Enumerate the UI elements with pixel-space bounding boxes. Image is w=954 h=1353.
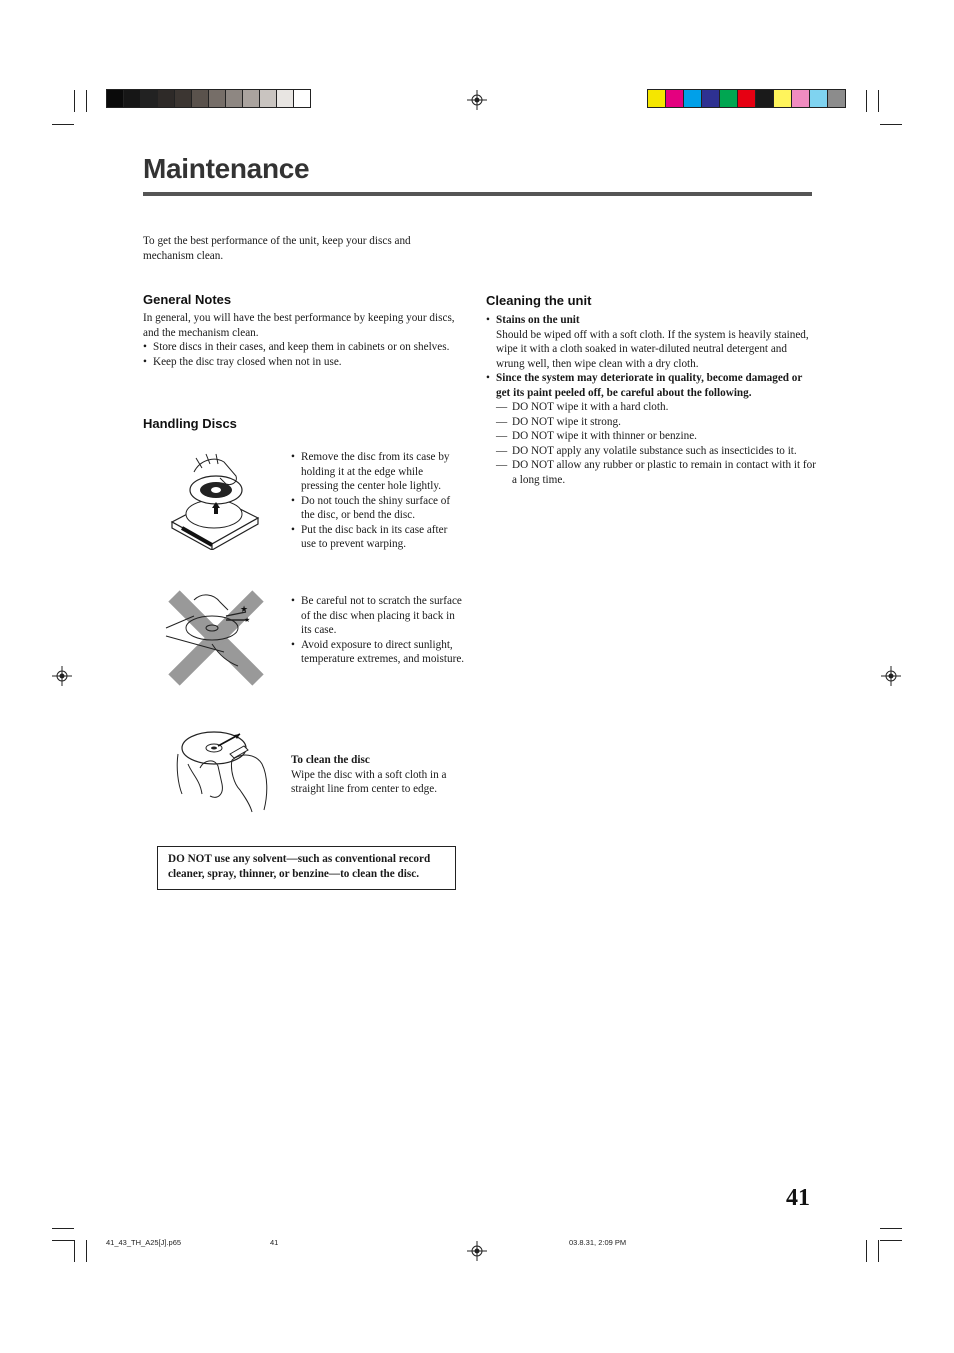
stains-body: Should be wiped off with a soft cloth. If the system is heavily stained, wipe it with a cloth soaked in water-diluted neutral detergent and wrung well, then wipe clean with a dry cloth. xyxy=(496,328,809,370)
color-swatch xyxy=(276,90,293,107)
caution-title: • Since the system may deteriorate in quality, become damaged or get its paint peeled off, be careful about the following. xyxy=(496,372,803,399)
list-item: • Put the disc back in its case after use to prevent warping. xyxy=(291,523,461,552)
list-item: • Keep the disc tray closed when not in use. xyxy=(143,355,468,370)
handling-group-1 xyxy=(291,450,461,552)
crosshair-icon xyxy=(881,666,901,686)
stains-title: • Stains on the unit xyxy=(496,314,580,326)
color-swatch xyxy=(791,90,809,107)
disc-cleaning-illustration xyxy=(174,724,274,814)
title-underline xyxy=(143,192,812,196)
general-notes-section xyxy=(143,311,468,369)
color-swatch xyxy=(191,90,208,107)
list-item xyxy=(486,313,816,371)
color-swatch xyxy=(140,90,157,107)
clean-disc-section xyxy=(291,753,466,797)
color-swatch xyxy=(107,90,123,107)
color-swatch xyxy=(809,90,827,107)
color-swatch xyxy=(701,90,719,107)
color-swatch xyxy=(737,90,755,107)
list-item xyxy=(486,371,816,400)
crosshair-icon xyxy=(467,1241,487,1261)
color-swatch xyxy=(665,90,683,107)
color-swatch xyxy=(225,90,242,107)
cleaning-unit-heading: Cleaning the unit xyxy=(486,293,592,308)
page-title: Maintenance xyxy=(143,153,310,184)
list-item: — DO NOT allow any rubber or plastic to remain in contact with it for a long time. xyxy=(496,458,816,487)
solvent-warning-box: DO NOT use any solvent—such as conventional record cleaner, spray, thinner, or benzine—to clean the disc. xyxy=(157,846,456,890)
color-swatch xyxy=(648,90,665,107)
crosshair-icon xyxy=(467,90,487,110)
list-item: • Store discs in their cases, and keep them in cabinets or on shelves. xyxy=(143,340,468,355)
disc-removal-illustration xyxy=(166,450,262,550)
color-swatch xyxy=(293,90,310,107)
list-item: — DO NOT wipe it with thinner or benzine. xyxy=(496,429,816,444)
color-calibration-strip xyxy=(647,89,846,108)
general-notes-heading: General Notes xyxy=(143,292,232,307)
color-swatch xyxy=(174,90,191,107)
list-item: — DO NOT wipe it with a hard cloth. xyxy=(496,400,816,415)
footer-page: 41 xyxy=(270,1238,279,1247)
footer-date: 03.8.31, 2:09 PM xyxy=(569,1238,627,1247)
list-item: • Do not touch the shiny surface of the disc, or bend the disc. xyxy=(291,494,461,523)
list-item: • Be careful not to scratch the surface of the disc when placing it back in its case. xyxy=(291,594,466,638)
color-swatch xyxy=(719,90,737,107)
clean-disc-title: To clean the disc xyxy=(291,754,370,766)
list-item: — DO NOT apply any volatile substance such as insecticides to it. xyxy=(496,444,816,459)
list-item: • Remove the disc from its case by holding it at the edge while pressing the center hole lightly. xyxy=(291,450,461,494)
color-swatch xyxy=(773,90,791,107)
clean-disc-body: Wipe the disc with a soft cloth in a straight line from center to edge. xyxy=(291,768,447,795)
gray-calibration-strip xyxy=(106,89,311,108)
general-notes-body: In general, you will have the best performance by keeping your discs, and the mechanism clean. xyxy=(143,312,455,339)
list-item: • Avoid exposure to direct sunlight, temperature extremes, and moisture. xyxy=(291,638,466,667)
svg-text:★: ★ xyxy=(244,616,251,624)
handling-discs-heading: Handling Discs xyxy=(143,416,237,431)
color-swatch xyxy=(157,90,174,107)
crosshair-icon xyxy=(52,666,72,686)
color-swatch xyxy=(683,90,701,107)
list-item: — DO NOT wipe it strong. xyxy=(496,415,816,430)
cleaning-unit-section xyxy=(486,313,816,487)
color-swatch xyxy=(123,90,140,107)
scratch-warning-illustration xyxy=(164,586,266,686)
intro-text: To get the best performance of the unit, keep your discs and mechanism clean. xyxy=(143,235,411,262)
color-swatch xyxy=(755,90,773,107)
svg-text:★: ★ xyxy=(240,605,249,615)
footer-filename: 41_43_TH_A25[J].p65 xyxy=(106,1238,182,1247)
handling-group-2 xyxy=(291,594,466,667)
color-swatch xyxy=(208,90,225,107)
page-number: 41 xyxy=(786,1185,810,1211)
color-swatch xyxy=(259,90,276,107)
color-swatch xyxy=(827,90,845,107)
color-swatch xyxy=(242,90,259,107)
